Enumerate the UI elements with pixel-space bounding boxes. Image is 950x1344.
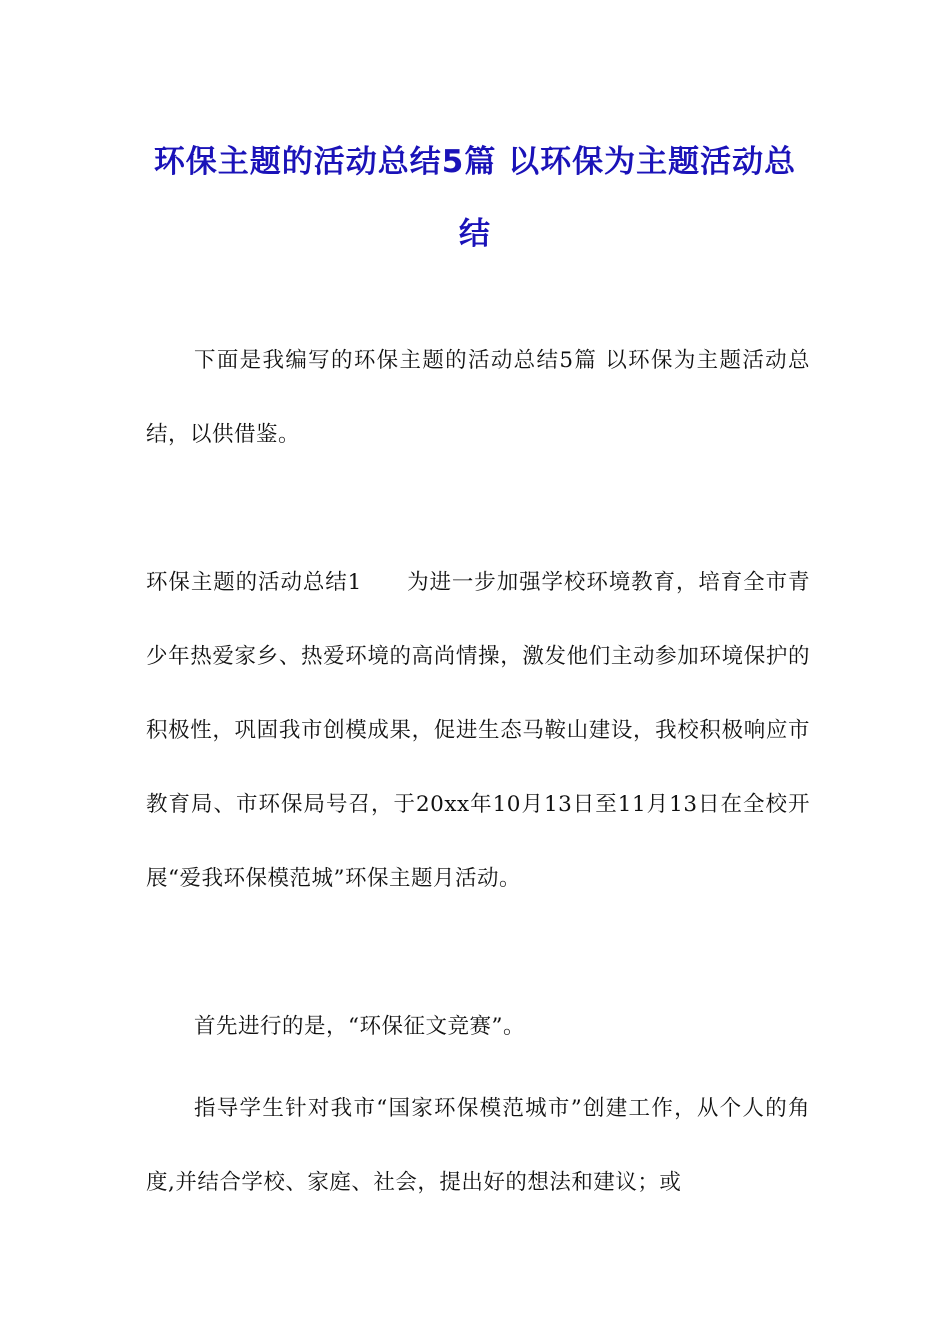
essay-contest-paragraph: 首先进行的是，“环保征文竞赛”。 [194,1014,525,1039]
guidance-paragraph: 指导学生针对我市“国家环保模范城市”创建工作，从个人的角度,并结合学校、家庭、社会，提出好的想法和建议；或 [146,1096,810,1195]
section-1-paragraph: 环保主题的活动总结1 为进一步加强学校环境教育，培育全市青少年热爱家乡、热爱环境的高尚情操，激发他们主动参加环境保护的积极性，巩固我市创模成果，促进生态马鞍山建设，我校积极响应市教育局、市环保局号召，于20xx年10月13日至11月13日在全校开展“爱我环保模范城”环保主题月活动。 [146,570,810,891]
intro-paragraph: 下面是我编写的环保主题的活动总结5篇 以环保为主题活动总结，以供借鉴。 [146,348,810,447]
document-title: 环保主题的活动总结5篇 以环保为主题活动总结 [153,144,797,252]
